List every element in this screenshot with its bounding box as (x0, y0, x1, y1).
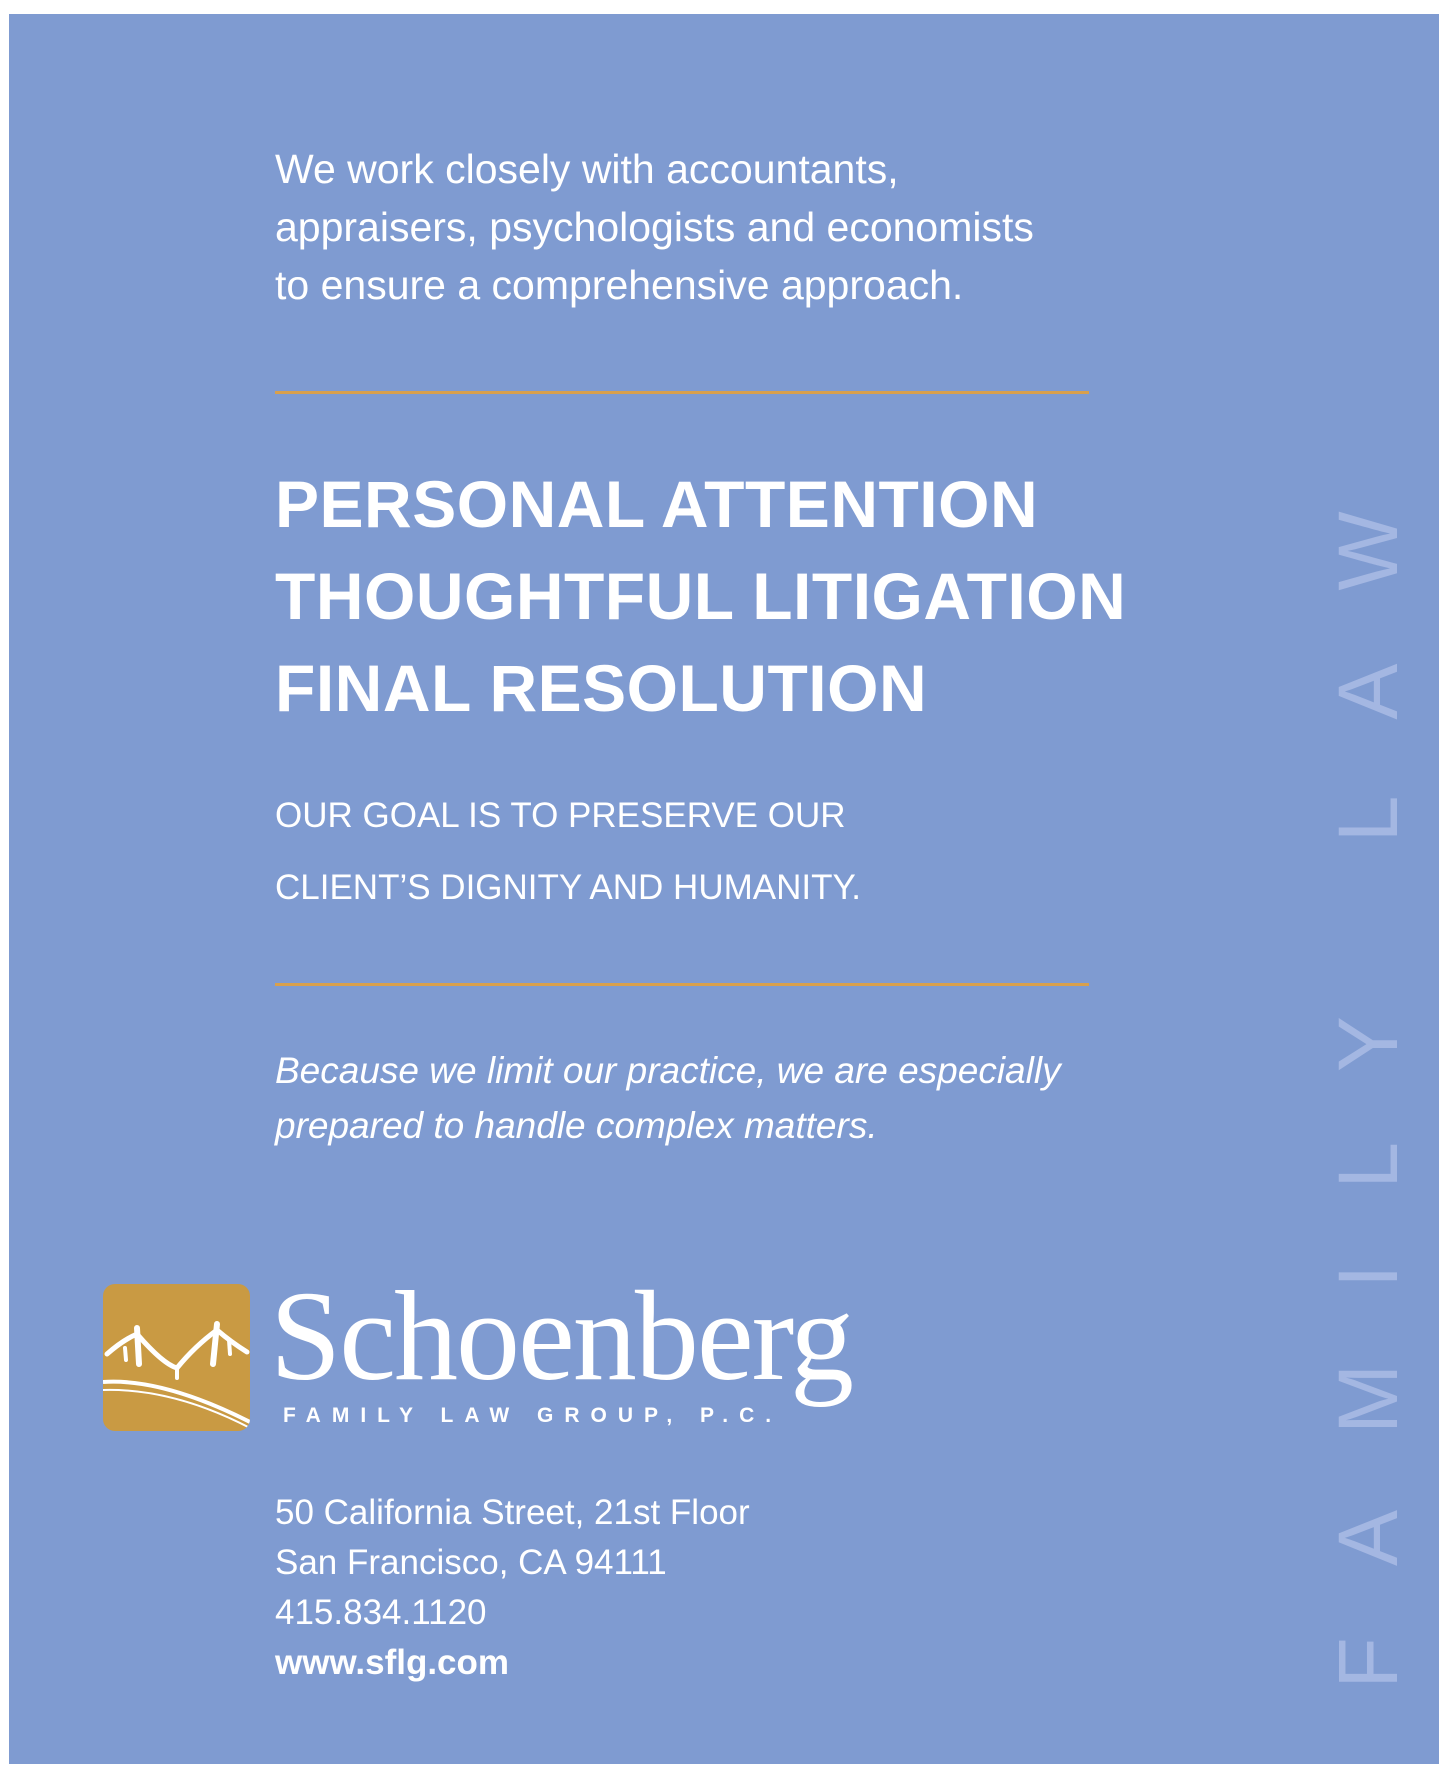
website-link[interactable]: www.sflg.com (275, 1643, 510, 1682)
vertical-side-text: FAMILY LAW (1321, 435, 1415, 1689)
intro-line: We work closely with accountants, (275, 146, 899, 192)
brand-name: Schoenberg (270, 1265, 852, 1407)
headline-line: FINAL RESOLUTION (275, 651, 928, 725)
headline-line: PERSONAL ATTENTION (275, 467, 1039, 541)
practice-statement (275, 1043, 1061, 1153)
practice-line: prepared to handle complex matters. (275, 1105, 878, 1146)
address-line: 50 California Street, 21st Floor (275, 1493, 750, 1532)
divider-top (275, 391, 1089, 394)
headline-line: THOUGHTFUL LITIGATION (275, 559, 1127, 633)
intro-paragraph (275, 140, 1175, 314)
contact-block (275, 1488, 750, 1688)
phone-number: 415.834.1120 (275, 1593, 487, 1632)
headline (275, 458, 1126, 734)
goal-statement (275, 780, 861, 924)
golden-gate-bridge-icon (103, 1284, 250, 1431)
divider-bottom (275, 983, 1089, 986)
goal-line: CLIENT’S DIGNITY AND HUMANITY. (275, 868, 862, 907)
intro-line: to ensure a comprehensive approach. (275, 262, 964, 308)
goal-line: OUR GOAL IS TO PRESERVE OUR (275, 796, 846, 835)
brand-subtitle: FAMILY LAW GROUP, P.C. (283, 1404, 783, 1427)
city-line: San Francisco, CA 94111 (275, 1543, 667, 1582)
intro-line: appraisers, psychologists and economists (275, 204, 1034, 250)
practice-line: Because we limit our practice, we are especially (275, 1050, 1061, 1091)
